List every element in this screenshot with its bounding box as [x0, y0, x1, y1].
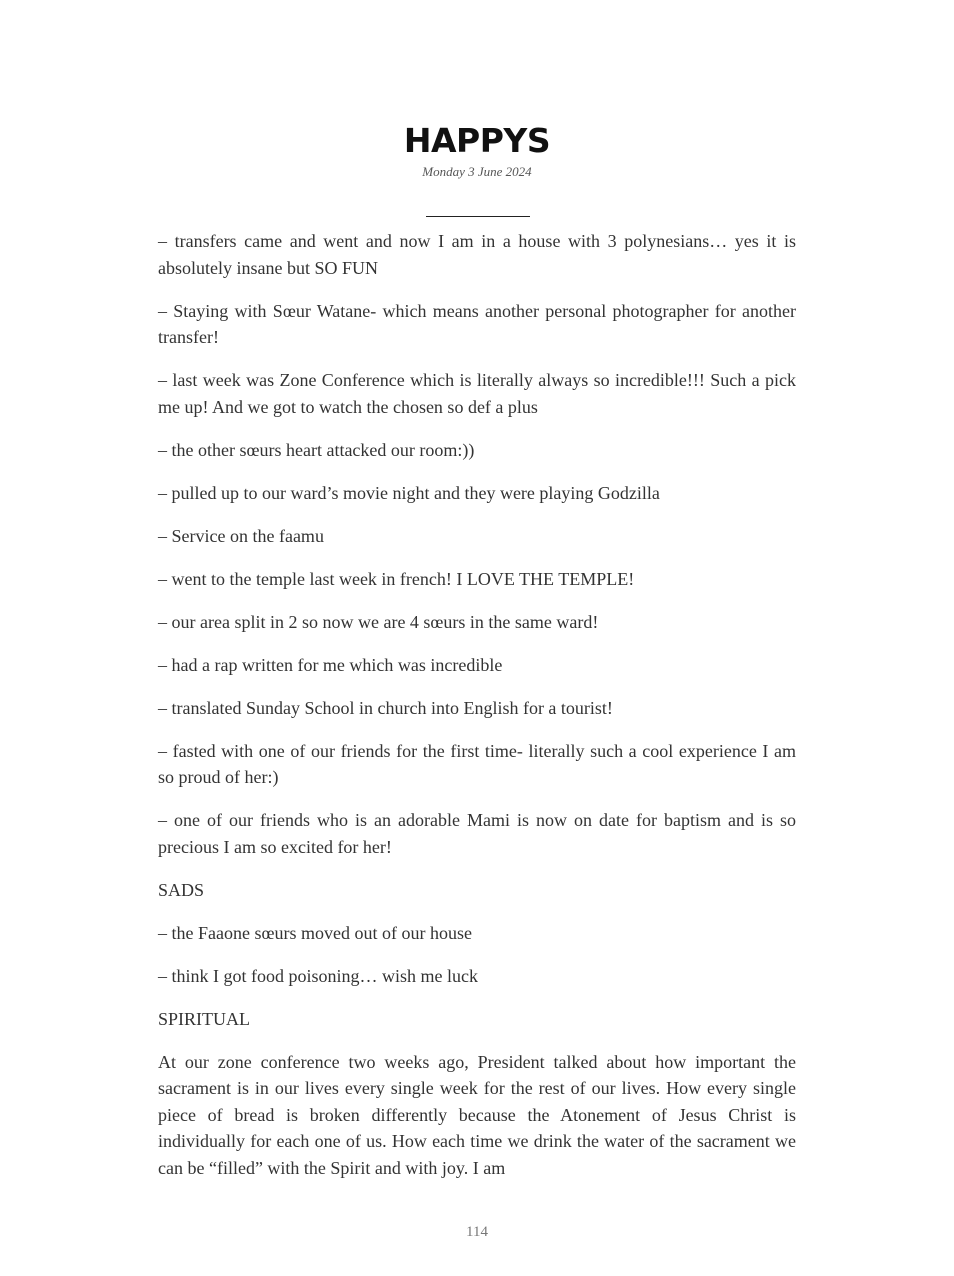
list-item: – Staying with Sœur Watane- which means another personal photographer for another transfer! — [158, 300, 796, 347]
list-item: – had a rap written for me which was incredible — [158, 654, 503, 675]
page-title: HAPPYS — [403, 121, 551, 160]
title-divider — [426, 216, 530, 217]
spiritual-paragraph: At our zone conference two weeks ago, President talked about how important the sacrament is in our lives every single week for the rest of our lives. How every single piece of bread is broken differently because the Atonement of Jesus Christ is individually for each one of us. How each time we drink the water of the sacrament we can be “filled” with the Spirit and with joy. I am — [158, 1051, 796, 1178]
list-item: – our area split in 2 so now we are 4 sœurs in the same ward! — [158, 611, 599, 632]
list-item: – Service on the faamu — [158, 525, 324, 546]
list-item: – the Faaone sœurs moved out of our house — [158, 922, 472, 943]
post-date: Monday 3 June 2024 — [422, 164, 532, 179]
section-heading-sads: SADS — [158, 879, 205, 900]
section-heading-spiritual: SPIRITUAL — [158, 1008, 251, 1029]
list-item: – last week was Zone Conference which is literally always so incredible!!! Such a pick me up! And we got to watch the chosen so def a plus — [158, 370, 796, 417]
list-item: – translated Sunday School in church into English for a tourist! — [158, 697, 613, 718]
list-item: – pulled up to our ward’s movie night and they were playing Godzilla — [158, 482, 660, 503]
list-item: – transfers came and went and now I am in a house with 3 polynesians… yes it is absolutely insane but SO FUN — [158, 231, 796, 278]
post-body — [158, 228, 796, 1198]
list-item: – fasted with one of our friends for the first time- literally such a cool experience I am so proud of her:) — [158, 740, 796, 787]
page-number: 114 — [466, 1224, 488, 1240]
list-item: – one of our friends who is an adorable Mami is now on date for baptism and is so precious I am so excited for her! — [158, 810, 796, 857]
list-item: – went to the temple last week in french! I LOVE THE TEMPLE! — [158, 568, 635, 589]
list-item: – the other sœurs heart attacked our room:)) — [158, 439, 475, 460]
list-item: – think I got food poisoning… wish me luck — [158, 965, 478, 986]
